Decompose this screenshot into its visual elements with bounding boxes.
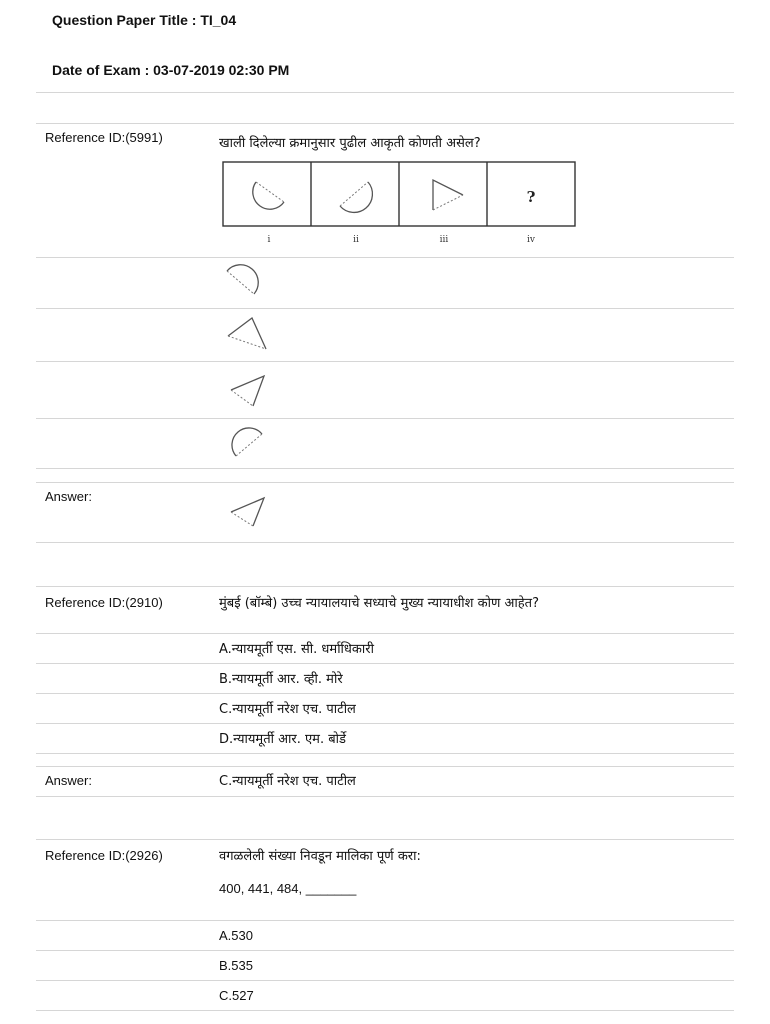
divider (36, 693, 734, 694)
option-b[interactable]: B.न्यायमूर्ती आर. व्ही. मोरे (219, 672, 343, 687)
divider (36, 766, 734, 767)
divider (36, 839, 734, 840)
divider (36, 586, 734, 587)
question-text: मुंबई (बॉम्बे) उच्च न्यायालयाचे सध्याचे मुख्य न्यायाधीश कोण आहेत? (219, 596, 539, 611)
answer-text: C.न्यायमूर्ती नरेश एच. पाटील (219, 774, 356, 789)
option-half-circle-icon[interactable] (222, 262, 266, 302)
option-c[interactable]: C.न्यायमूर्ती नरेश एच. पाटील (219, 702, 356, 717)
answer-label: Answer: (45, 489, 92, 504)
divider (36, 950, 734, 951)
divider (36, 753, 734, 754)
divider (36, 796, 734, 797)
divider (36, 123, 734, 124)
divider (36, 257, 734, 258)
option-a[interactable]: A.न्यायमूर्ती एस. सी. धर्माधिकारी (219, 642, 374, 657)
option-triangle-icon[interactable] (222, 312, 270, 354)
answer-label: Answer: (45, 773, 92, 788)
divider (36, 482, 734, 483)
half-circle-icon (340, 182, 372, 212)
question-text: खाली दिलेल्या क्रमानुसार पुढील आकृती कोणती असेल? (219, 136, 481, 151)
figure-label: i (267, 235, 271, 245)
question-text: वगळलेली संख्या निवडून मालिका पूर्ण करा: (219, 849, 421, 864)
exam-date: Date of Exam : 03-07-2019 02:30 PM (52, 62, 290, 78)
reference-id: Reference ID:(2926) (45, 848, 163, 863)
divider (36, 663, 734, 664)
reference-id: Reference ID:(5991) (45, 130, 163, 145)
divider (36, 92, 734, 93)
half-circle-icon (253, 182, 284, 209)
divider (36, 542, 734, 543)
divider (36, 418, 734, 419)
question-paper-title: Question Paper Title : TI_04 (52, 12, 237, 28)
option-a[interactable]: A.530 (219, 928, 253, 943)
divider (36, 980, 734, 981)
option-triangle-icon[interactable] (222, 368, 270, 412)
question-figure (222, 160, 578, 246)
divider (36, 633, 734, 634)
divider (36, 308, 734, 309)
triangle-icon (433, 180, 463, 210)
divider (36, 361, 734, 362)
divider (36, 920, 734, 921)
option-quarter-circle-icon[interactable] (222, 424, 270, 464)
divider (36, 723, 734, 724)
answer-triangle-icon (222, 490, 270, 532)
option-d[interactable]: D.न्यायमूर्ती आर. एम. बोर्डे (219, 732, 346, 747)
divider (36, 1010, 734, 1011)
figure-label: ii (353, 235, 359, 245)
option-b[interactable]: B.535 (219, 958, 253, 973)
reference-id: Reference ID:(2910) (45, 595, 163, 610)
option-c[interactable]: C.527 (219, 988, 254, 1003)
unknown-figure-label: ? (526, 188, 536, 206)
figure-label: iii (439, 235, 449, 245)
divider (36, 468, 734, 469)
figure-label: iv (527, 235, 535, 245)
number-series: 400, 441, 484, _______ (219, 881, 357, 896)
